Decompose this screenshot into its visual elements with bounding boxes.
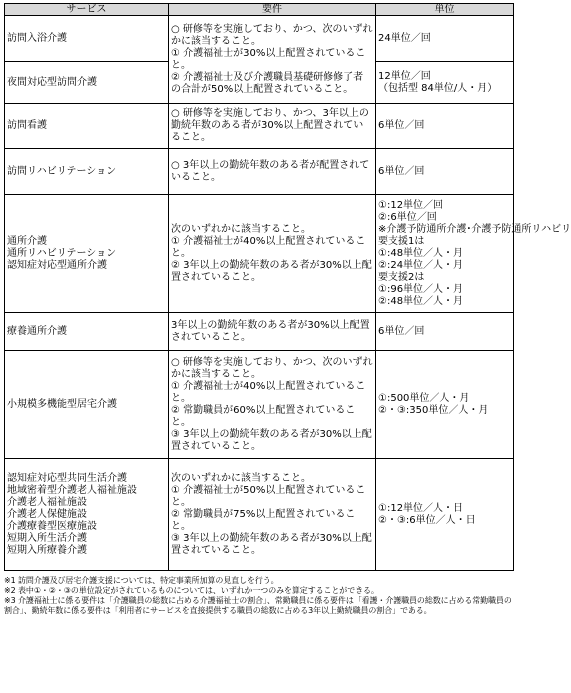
header-unit: 単位 — [376, 4, 514, 16]
footnote: ※1 訪問介護及び居宅介護支援については、特定事業所加算の見直しを行う。 — [4, 576, 279, 585]
cell-unit — [376, 104, 514, 149]
table-row — [5, 195, 514, 313]
table-header-row — [5, 4, 514, 16]
cell-unit-line: ①:96単位／人・月 — [378, 283, 464, 295]
cell-unit-line: ①:48単位／人・月 — [378, 247, 464, 259]
cell-unit-line: ①:12単位／回 — [378, 199, 444, 211]
cell-requirement — [169, 16, 376, 104]
cell-requirement — [169, 313, 376, 351]
cell-unit — [376, 149, 514, 195]
cell-unit-line: 6単位／回 — [378, 120, 425, 131]
table-row — [5, 149, 514, 195]
cell-unit-line: （包括型 84単位/人・月） — [378, 82, 498, 94]
cell-requirement-line: ① 介護福祉士が40%以上配置されていること。 — [171, 380, 366, 404]
cell-service-line: 通所リハビリテーション — [7, 247, 117, 259]
cell-service-line: 介護療養型医療施設 — [7, 520, 97, 532]
cell-requirement — [169, 149, 376, 195]
cell-requirement-line: 次のいずれかに該当すること。 — [171, 223, 311, 235]
cell-unit-line: 24単位／回 — [378, 32, 431, 44]
cell-service-line: 訪問リハビリテーション — [7, 165, 117, 177]
table-row — [5, 104, 514, 149]
cell-unit-line: 6単位／回 — [378, 165, 425, 177]
cell-requirement-line: ② 常勤職員が60%以上配置されていること。 — [171, 404, 356, 428]
cell-service-line: 認知症対応型通所介護 — [7, 259, 107, 271]
cell-requirement-line: ② 3年以上の勤続年数のある者が30%以上配置されていること。 — [171, 259, 372, 283]
cell-unit — [376, 62, 514, 104]
cell-service-line: 訪問看護 — [7, 120, 47, 131]
cell-requirement-line: ② 常勤職員が75%以上配置されていること。 — [171, 508, 356, 532]
cell-requirement-line: ③ 3年以上の勤続年数のある者が30%以上配置されていること。 — [171, 532, 372, 556]
cell-service-line: 短期入所療養介護 — [7, 544, 87, 556]
cell-requirement — [169, 459, 376, 571]
cell-service — [5, 313, 169, 351]
cell-service — [5, 104, 169, 149]
cell-service — [5, 149, 169, 195]
cell-unit-line: 6単位／回 — [378, 325, 425, 337]
cell-requirement-line: 3年以上の勤続年数のある者が30%以上配置されていること。 — [171, 319, 370, 343]
cell-service-line: 夜間対応型訪問介護 — [7, 76, 97, 88]
cell-service-line: 介護老人福祉施設 — [7, 496, 87, 508]
cell-requirement-line: ① 介護福祉士が50%以上配置されていること。 — [171, 484, 366, 508]
footnote: ※2 表中①・②・③の単位設定がされているものについては、いずれか一つのみを算定することができる。 — [4, 586, 379, 595]
cell-requirement-line: ③ 3年以上の勤続年数のある者が30%以上配置されていること。 — [171, 428, 372, 452]
cell-unit-line: ①:500単位／人・月 — [378, 392, 470, 404]
cell-service-line: 療養通所介護 — [7, 325, 67, 337]
cell-service-line: 短期入所生活介護 — [7, 532, 87, 544]
cell-unit-line: ①:12単位／人・日 — [378, 502, 464, 514]
cell-requirement-line: 次のいずれかに該当すること。 — [171, 472, 311, 484]
cell-requirement-line: ① 介護福祉士が40%以上配置されていること。 — [171, 235, 366, 259]
cell-unit — [376, 351, 514, 459]
cell-unit — [376, 16, 514, 62]
cell-requirement-line: ○ 研修等を実施しており、かつ、次のいずれかに該当すること。 — [171, 356, 373, 380]
cell-service-line: 通所介護 — [7, 235, 47, 247]
cell-unit — [376, 313, 514, 351]
cell-unit-line: 12単位／回 — [378, 70, 431, 82]
footnote: ※3 介護福祉士に係る要件は「介護職員の総数に占める介護福祉士の割合」、常勤職員に係る要件は「看護・介護職員の総数に占める常勤職員の割合」、勤続年数に係る要件は「利用者にサービスを直接提供する職員の総数に占める3年以上勤続職員の割合」である。 — [4, 596, 512, 615]
cell-requirement-line: ○ 研修等を実施しており、かつ、次のいずれかに該当すること。 — [171, 23, 373, 47]
cell-service — [5, 62, 169, 104]
cell-service — [5, 459, 169, 571]
table-row — [5, 16, 514, 62]
cell-service-line: 認知症対応型共同生活介護 — [7, 472, 127, 484]
cell-unit-line: ②・③:6単位／人・日 — [378, 514, 476, 526]
cell-service — [5, 16, 169, 62]
cell-unit-line: 要支援2は — [378, 271, 425, 283]
footnotes — [4, 576, 513, 616]
table-row — [5, 459, 514, 571]
cell-service-line: 小規模多機能型居宅介護 — [7, 398, 117, 410]
header-requirement: 要件 — [169, 4, 376, 16]
cell-unit-line: 要支援1は — [378, 235, 425, 247]
cell-requirement-line: ② 介護福祉士及び介護職員基礎研修修了者の合計が50%以上配置されていること。 — [171, 71, 364, 95]
cell-unit — [376, 459, 514, 571]
cell-requirement — [169, 104, 376, 149]
cell-service — [5, 195, 169, 313]
cell-service-line: 地域密着型介護老人福祉施設 — [7, 484, 137, 496]
cell-unit — [376, 195, 571, 313]
cell-requirement-line: ① 介護福祉士が30%以上配置されていること。 — [171, 47, 366, 71]
cell-requirement-line: ○ 3年以上の勤続年数のある者が配置されていること。 — [171, 159, 370, 183]
cell-requirement — [169, 195, 376, 313]
cell-service-line: 訪問入浴介護 — [7, 32, 67, 44]
cell-unit-line: ②:48単位／人・月 — [378, 295, 464, 307]
cell-requirement-line: ○ 研修等を実施しており、かつ、3年以上の勤続年数のある者が30%以上配置されていること。 — [171, 108, 369, 143]
cell-unit-line: ②:24単位／人・月 — [378, 259, 464, 271]
cell-service — [5, 351, 169, 459]
table-row — [5, 351, 514, 459]
cell-requirement — [169, 351, 376, 459]
header-service: サービス — [5, 4, 169, 16]
cell-unit-line: ②:6単位／回 — [378, 211, 437, 223]
cell-service-line: 介護老人保健施設 — [7, 508, 87, 520]
cell-unit-line: ※介護予防通所介護･介護予防通所リハビリ — [378, 223, 571, 235]
cell-unit-line: ②・③:350単位／人・月 — [378, 404, 489, 416]
document — [4, 3, 571, 616]
table-row — [5, 313, 514, 351]
service-requirements-table — [4, 3, 571, 571]
